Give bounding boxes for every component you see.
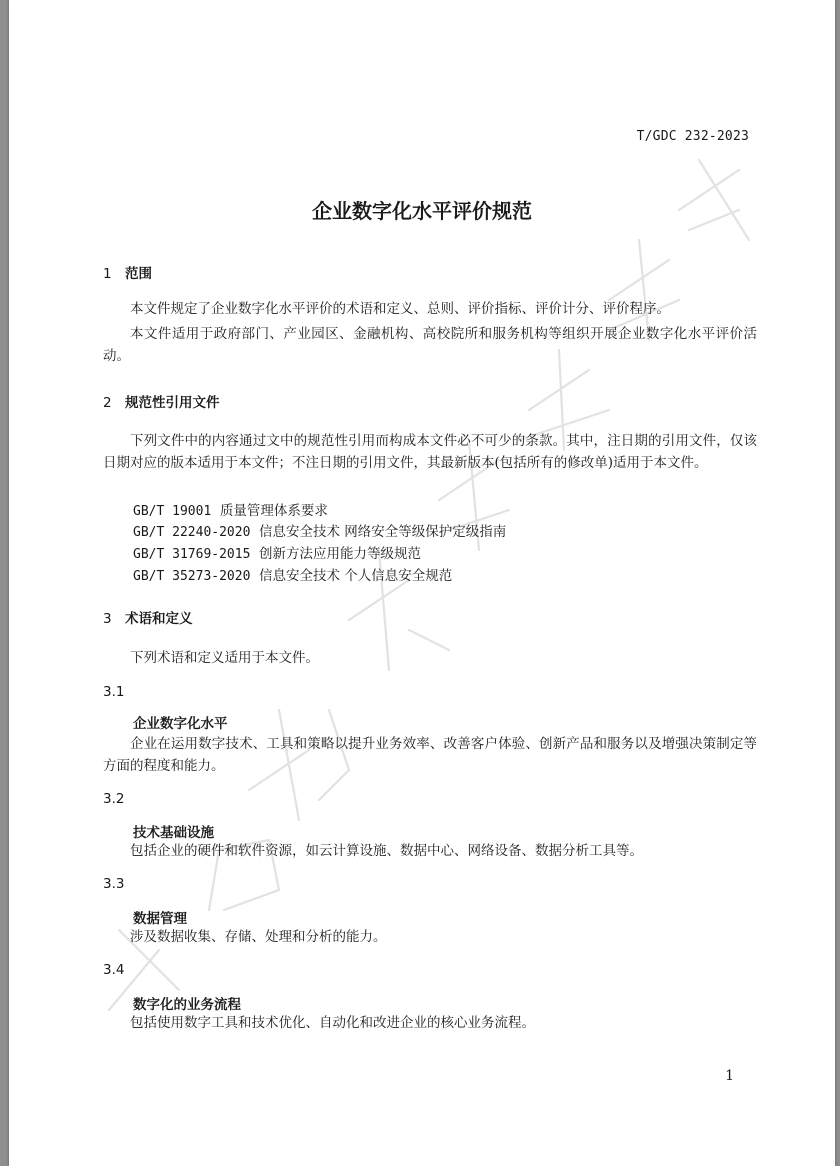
reference-item (133, 499, 328, 519)
document-page (9, 0, 835, 1166)
reference-code: GB/T 19001 (133, 504, 212, 519)
term-name: 数字化的业务流程 (133, 997, 241, 1013)
section-number: 1 (103, 266, 112, 282)
term-number: 3.4 (103, 962, 125, 978)
section-title: 范围 (125, 266, 152, 282)
reference-title: 信息安全技术 网络安全等级保护定级指南 (259, 524, 507, 540)
document-code: T/GDC 232-2023 (636, 129, 749, 144)
section-title: 规范性引用文件 (125, 395, 220, 411)
term-definition: 企业在运用数字技术、工具和策略以提升业务效率、改善客户体验、创新产品和服务以及增强决策制定等方面的程度和能力。 (103, 736, 757, 774)
term-name: 企业数字化水平 (133, 716, 228, 732)
section-number: 3 (103, 611, 112, 627)
reference-title: 质量管理体系要求 (219, 503, 328, 519)
section-number: 2 (103, 395, 112, 411)
paragraph: 下列文件中的内容通过文中的规范性引用而构成本文件必不可少的条款。其中，注日期的引用文件，仅该日期对应的版本适用于本文件；不注日期的引用文件，其最新版本(包括所有的修改单)适用于本文件。 (103, 433, 757, 471)
reference-item (133, 542, 421, 562)
term-name: 技术基础设施 (133, 825, 214, 841)
term-number: 3.3 (103, 876, 125, 892)
paragraph: 本文件适用于政府部门、产业园区、金融机构、高校院所和服务机构等组织开展企业数字化水平评价活动。 (103, 326, 757, 364)
document-title: 企业数字化水平评价规范 (312, 199, 532, 223)
term-number: 3.1 (103, 684, 125, 700)
reference-code: GB/T 22240-2020 (133, 525, 251, 540)
term-definition: 包括使用数字工具和技术优化、自动化和改进企业的核心业务流程。 (130, 1015, 535, 1031)
term-name: 数据管理 (133, 911, 187, 927)
section-1-heading (103, 262, 152, 282)
reference-code: GB/T 35273-2020 (133, 569, 251, 584)
reference-item (133, 520, 506, 540)
paragraph: 本文件规定了企业数字化水平评价的术语和定义、总则、评价指标、评价计分、评价程序。 (130, 301, 670, 317)
term-definition: 包括企业的硬件和软件资源，如云计算设施、数据中心、网络设备、数据分析工具等。 (130, 843, 643, 859)
term-number: 3.2 (103, 791, 125, 807)
term-definition: 涉及数据收集、存储、处理和分析的能力。 (130, 929, 387, 945)
reference-code: GB/T 31769-2015 (133, 547, 251, 562)
reference-item (133, 564, 452, 584)
reference-title: 创新方法应用能力等级规范 (259, 546, 421, 562)
section-title: 术语和定义 (125, 611, 193, 627)
page-number: 1 (725, 1068, 734, 1084)
section-3-heading (103, 607, 193, 627)
paragraph: 下列术语和定义适用于本文件。 (130, 650, 319, 666)
reference-title: 信息安全技术 个人信息安全规范 (259, 568, 453, 584)
section-2-heading (103, 391, 220, 411)
